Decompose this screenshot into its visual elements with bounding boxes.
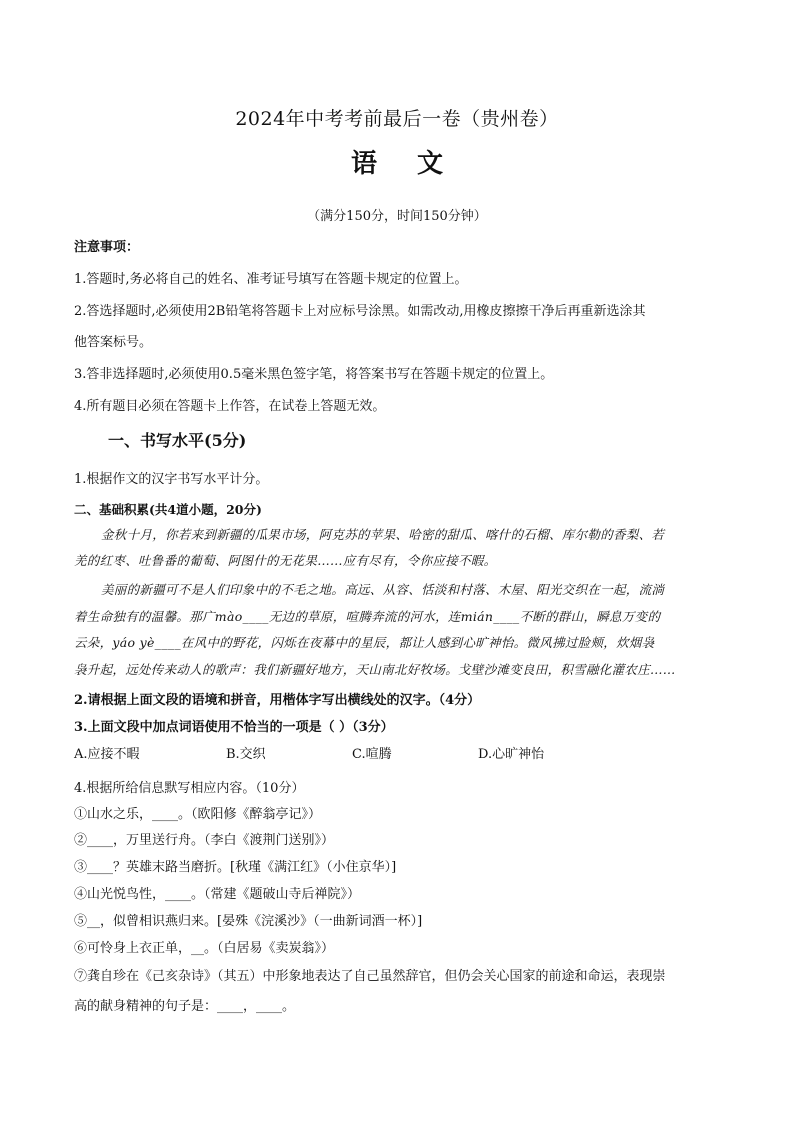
para2-line4: 袅升起，远处传来动人的歌声：我们新疆好地方，天山南北好牧场。戈壁沙滩变良田，积雪融化灌农庄…… [74,662,676,677]
q3-option-b: B.交织 [226,747,266,762]
section1-item: 1.根据作文的汉字书写水平计分。 [74,472,269,487]
q3-option-c: C.喧腾 [352,747,392,762]
q4-item-3: ③____？英雄末路当磨折。[秋瑾《满江红》（小住京华）] [74,860,397,875]
q4-item-7-cont: 高的献身精神的句子是：____，____。 [74,999,296,1014]
note-item-1: 1.答题时,务必将自己的姓名、准考证号填写在答题卡规定的位置上。 [74,272,468,287]
para2-line1: 美丽的新疆可不是人们印象中的不毛之地。高远、从容、恬淡和村落、木屋、阳光交织在一起，流淌 [101,582,665,597]
q3-option-a: A.应接不暇 [74,747,140,762]
section2-heading: 二、基础积累(共4道小题，20分) [74,502,262,517]
question-4: 4.根据所给信息默写相应内容。（10分） [74,781,305,796]
score-info: （满分150分，时间150分钟） [307,209,487,224]
para2-line3: 云朵，yáo yè____在风中的野花，闪烁在夜幕中的星辰，都让人感到心旷神怡。微风拂过脸颊，炊烟袅 [74,635,655,650]
section1-heading: 一、书写水平(5分) [108,431,247,450]
note-item-4: 4.所有题目必须在答题卡上作答，在试卷上答题无效。 [74,399,386,414]
para1-line2: 羌的红枣、吐鲁番的葡萄、阿图什的无花果……应有尽有，令你应接不暇。 [74,553,497,568]
para1-line1: 金秋十月，你若来到新疆的瓜果市场，阿克苏的苹果、哈密的甜瓜、喀什的石榴、库尔勒的香梨、若 [101,527,665,542]
note-item-3: 3.答非选择题时,必须使用0.5毫米黑色签字笔，将答案书写在答题卡规定的位置上。 [74,367,554,382]
question-3: 3.上面文段中加点词语使用不恰当的一项是（ ）（3分） [74,720,394,735]
question-2: 2.请根据上面文段的语境和拼音，用楷体字写出横线处的汉字。（4分） [74,693,481,708]
para2-line2: 着生命独有的温馨。那广mào____无边的草原，喧腾奔流的河水，连mián____不断的群山，瞬息万变的 [74,609,661,624]
q3-option-d: D.心旷神怡 [478,747,545,762]
q4-item-7: ⑦龚自珍在《己亥杂诗》（其五）中形象地表达了自己虽然辞官，但仍会关心国家的前途和命运，表现崇 [74,969,666,984]
notes-heading: 注意事项： [74,240,140,255]
q4-item-4: ④山光悦鸟性，____。（常建《题破山寺后禅院》） [74,887,361,902]
exam-title: 2024年中考考前最后一卷（贵州卷） [235,108,559,130]
q4-item-6: ⑥可怜身上衣正单，__。（白居易《卖炭翁》） [74,941,335,956]
q4-item-2: ②____，万里送行舟。（李白《渡荆门送别》） [74,833,335,848]
note-item-2-cont: 他答案标号。 [74,335,153,350]
note-item-2: 2.答选择题时,必须使用2B铅笔将答题卡上对应标号涂黑。如需改动,用橡皮擦擦干净后再重新选涂其 [74,304,646,319]
subject-title: 语文 [350,149,483,179]
q4-item-1: ①山水之乐，____。（欧阳修《醉翁亭记》） [74,807,322,822]
q4-item-5: ⑤__，似曾相识燕归来。[晏殊《浣溪沙》（一曲新词酒一杯）] [74,914,423,929]
